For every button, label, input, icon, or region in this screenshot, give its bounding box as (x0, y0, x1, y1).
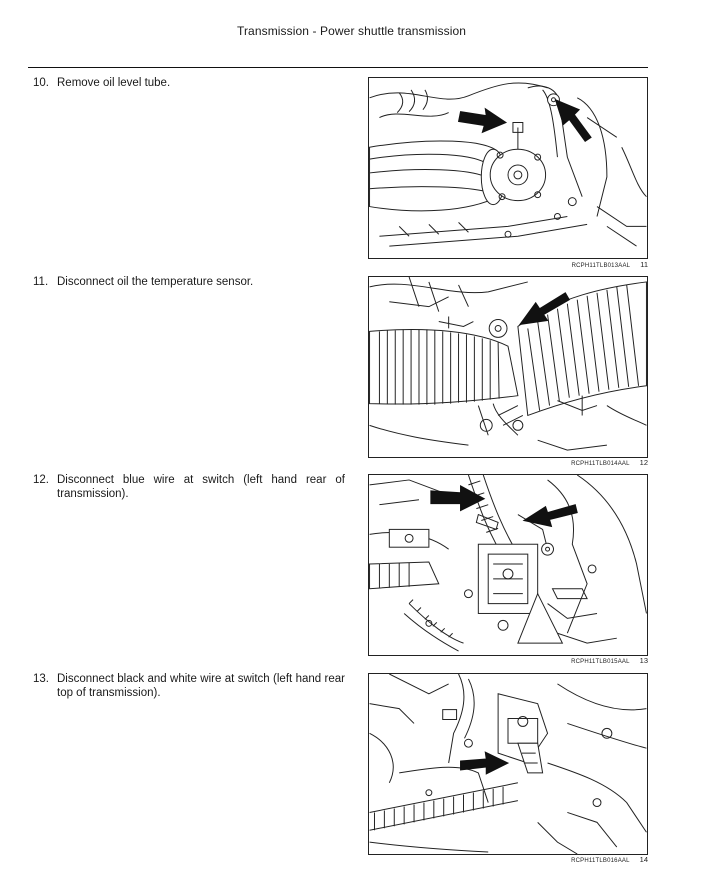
figure-12-temperature-sensor (368, 276, 648, 458)
arrow-icon (459, 109, 506, 133)
step-number: 11. (33, 276, 49, 288)
step-text: Disconnect black and white wire at switch (left hand rear top of transmission). (57, 673, 345, 699)
step-number: 10. (33, 77, 49, 89)
figure-code: RCPH11TLB016AAL (571, 858, 630, 864)
step-10 (33, 76, 345, 90)
figure-number: 13 (639, 656, 648, 665)
figure-caption (368, 458, 648, 467)
arrow-icon (461, 752, 508, 774)
figure-code: RCPH11TLB014AAL (571, 461, 630, 467)
step-text: Disconnect oil the temperature sensor. (57, 276, 254, 288)
step-number: 12. (33, 474, 49, 486)
figure-code: RCPH11TLB013AAL (571, 263, 631, 269)
step-13 (33, 672, 345, 700)
figure-caption (368, 855, 648, 864)
figure-11-oil-level-tube (368, 77, 648, 259)
figure-13-blue-wire-switch (368, 474, 648, 656)
step-text: Remove oil level tube. (57, 77, 171, 89)
step-11 (33, 275, 345, 289)
figure-number: 11 (640, 260, 648, 269)
arrow-icon (431, 486, 484, 511)
figure-caption (368, 656, 648, 665)
figure-number: 12 (639, 458, 648, 467)
step-12 (33, 473, 345, 501)
step-text: Disconnect blue wire at switch (left hand rear of transmission). (57, 474, 345, 500)
step-number: 13. (33, 673, 49, 685)
arrow-icon (555, 100, 591, 142)
figure-caption (368, 260, 648, 269)
figure-code: RCPH11TLB015AAL (571, 659, 630, 665)
figure-14-black-white-wire-switch (368, 673, 648, 855)
header-rule (28, 67, 648, 68)
page-header-title: Transmission - Power shuttle transmission (236, 24, 467, 38)
figure-number: 14 (639, 855, 648, 864)
